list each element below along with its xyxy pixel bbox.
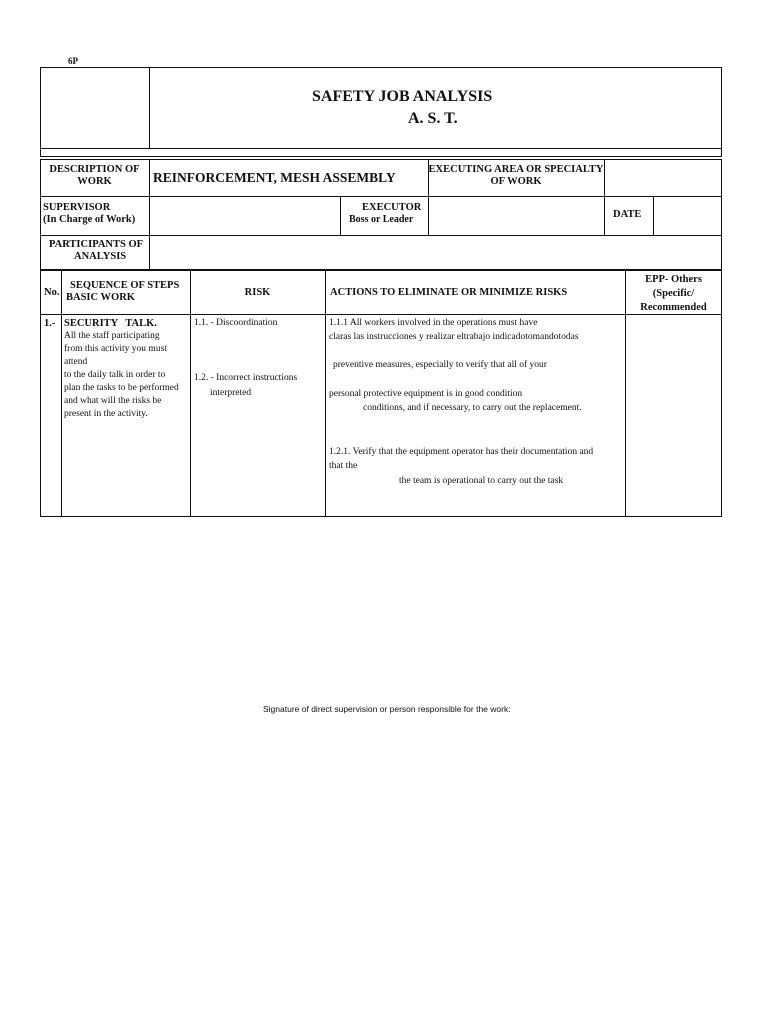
step-desc-line: and what will the risks be [64, 396, 162, 406]
divider [428, 196, 429, 236]
action-line: 1.2.1. Verify that the equipment operator has their documentation and [329, 447, 594, 457]
col-divider [325, 269, 326, 517]
col-header-steps: SEQUENCE OF STEPS BASIC WORK [66, 280, 180, 303]
title-block [40, 67, 722, 157]
divider [653, 196, 654, 236]
divider [149, 235, 150, 271]
participants-label: PARTICIPANTS OF ANALYSIS [49, 239, 144, 262]
action-line: 1.1.1 All workers involved in the operations must have [329, 318, 538, 328]
description-value[interactable]: REINFORCEMENT, MESH ASSEMBLY [153, 170, 396, 185]
title-bottom-line [40, 148, 722, 149]
signature-label: Signature of direct supervision or person responsible for the work: [263, 704, 511, 714]
date-label: DATE [613, 209, 642, 220]
page-code: 6P [68, 56, 78, 66]
step-title: SECURITY TALK. [64, 318, 157, 329]
col-header-actions: ACTIONS TO ELIMINATE OR MINIMIZE RISKS [330, 287, 568, 298]
description-label: DESCRIPTION OF WORK [49, 164, 140, 187]
executor-value[interactable] [430, 200, 602, 232]
participants-value[interactable] [151, 238, 719, 268]
divider [149, 159, 150, 197]
step-desc-line: to the daily talk in order to [64, 370, 166, 380]
form-title: SAFETY JOB ANALYSIS [312, 88, 493, 105]
action-line: claras las instrucciones y realizar eltrabajo indicadotomandotodas [329, 332, 579, 342]
action-line: that the [329, 461, 358, 471]
risk-item: 1.1. - Discoordination [194, 318, 278, 328]
epp-value[interactable] [627, 317, 719, 513]
col-divider [61, 269, 62, 517]
row-number: 1.- [44, 318, 56, 329]
action-line: preventive measures, especially to verify that all of your [333, 360, 547, 370]
step-desc-line: plan the tasks to be performed [64, 383, 179, 393]
area-label: EXECUTING AREA OR SPECIALTY OF WORK [428, 164, 604, 187]
executor-label: EXECUTOR Boss or Leader [349, 202, 422, 225]
step-desc-line: present in the activity. [64, 409, 148, 419]
divider [604, 196, 605, 236]
area-value[interactable] [606, 165, 718, 191]
form-subtitle: A. S. T. [408, 110, 458, 127]
supervisor-label: SUPERVISOR (In Charge of Work) [43, 202, 136, 225]
step-desc-line: from this activity you must attend [64, 344, 167, 367]
col-divider [190, 269, 191, 517]
col-header-no: No. [44, 287, 60, 298]
step-desc-line: All the staff participating [64, 331, 160, 341]
supervisor-value[interactable] [151, 200, 337, 232]
action-line: conditions, and if necessary, to carry out the replacement. [363, 403, 582, 413]
action-line: personal protective equipment is in good condition [329, 389, 523, 399]
logo-cell-divider [149, 67, 150, 148]
risk-item: 1.2. - Incorrect instructions interpreted [194, 373, 298, 398]
divider [149, 196, 150, 236]
date-value[interactable] [655, 200, 719, 232]
step-cell [64, 317, 188, 421]
col-header-epp: EPP- Others (Specific/ Recommended [640, 274, 707, 313]
header-bottom-line [40, 314, 722, 315]
divider [604, 159, 605, 197]
col-header-risk: RISK [244, 287, 271, 298]
action-line: the team is operational to carry out the task [399, 476, 564, 486]
